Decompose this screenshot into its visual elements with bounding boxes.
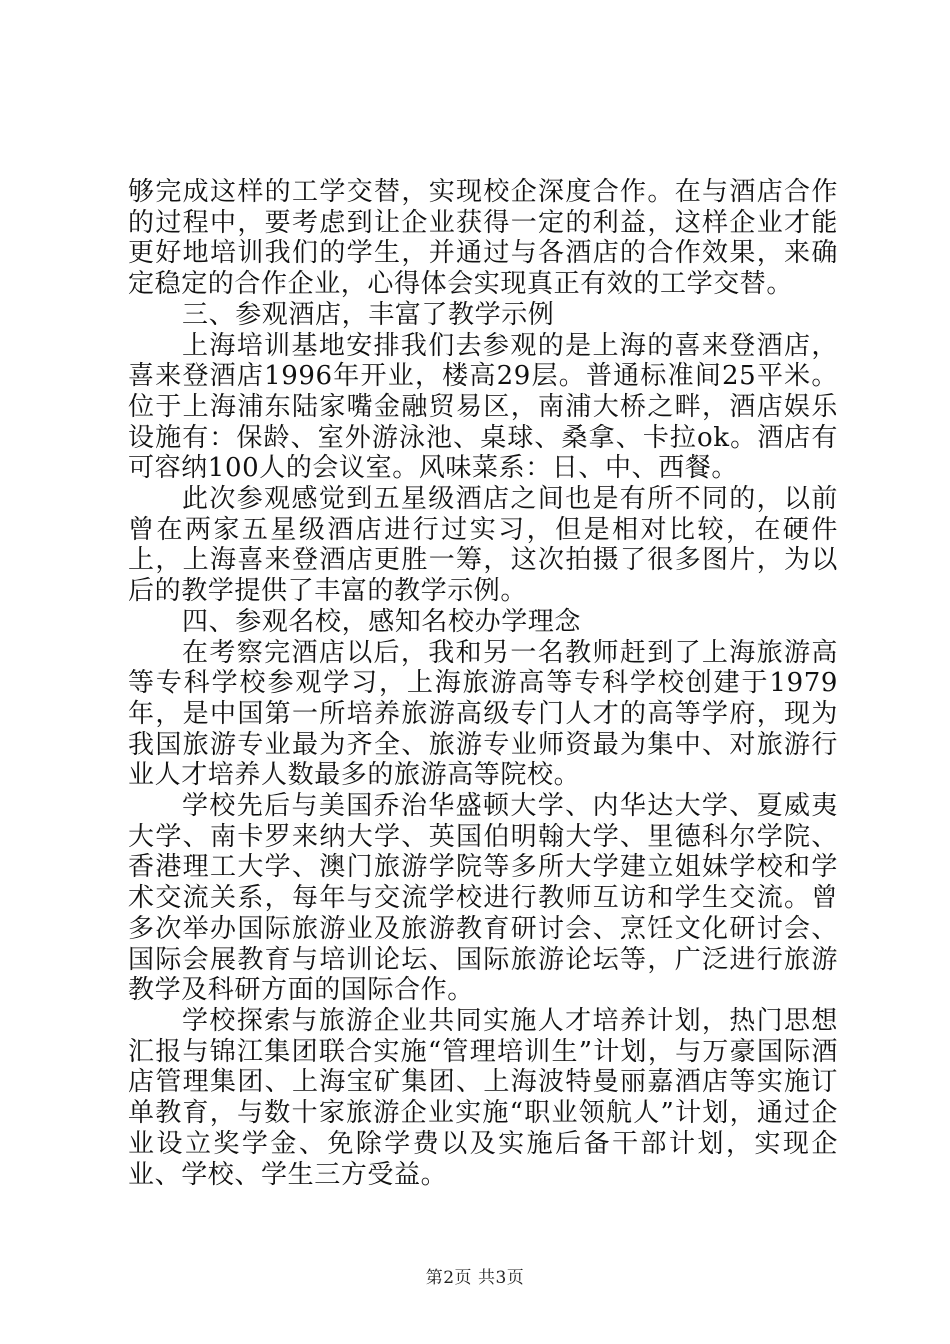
paragraph-talent-plan: 学校探索与旅游企业共同实施人才培养计划，热门思想汇报与锦江集团联合实施“管理培训生”计划，与万豪国际酒店管理集团、上海宝矿集团、上海波特曼丽嘉酒店等实施订单教育，与数十家旅游企业实施“职业领航人”计划，通过企业设立奖学金、免除学费以及实施后备干部计划，实现企业、学校、学生三方受益。 [128, 1005, 838, 1190]
page-footer: 第2页 共3页 [425, 1268, 525, 1288]
paragraph-continuation: 够完成这样的工学交替，实现校企深度合作。在与酒店合作的过程中，要考虑到让企业获得一定的利益，这样企业才能更好地培训我们的学生，并通过与各酒店的合作效果，来确定稳定的合作企业，心得体会实现真正有效的工学交替。 [128, 177, 838, 300]
paragraph-sister-schools: 学校先后与美国乔治华盛顿大学、内华达大学、夏威夷大学、南卡罗来纳大学、英国伯明翰大学、里德科尔学院、香港理工大学、澳门旅游学院等多所大学建立姐妹学校和学术交流关系，每年与交流学校进行教师互访和学生交流。曾多次举办国际旅游业及旅游教育研讨会、烹饪文化研讨会、国际会展教育与培训论坛、国际旅游论坛等，广泛进行旅游教学及科研方面的国际合作。 [128, 791, 838, 1006]
paragraph-hotel-visit: 上海培训基地安排我们去参观的是上海的喜来登酒店，喜来登酒店1996年开业，楼高29层。普通标准间25平米。位于上海浦东陆家嘴金融贸易区，南浦大桥之畔，酒店娱乐设施有：保龄、室外游泳池、桌球、桑拿、卡拉ok。酒店有可容纳100人的会议室。风味菜系：日、中、西餐。 [128, 330, 838, 484]
section-heading-3: 三、参观酒店，丰富了教学示例 [182, 299, 555, 330]
section-heading-4: 四、参观名校，感知名校办学理念 [182, 606, 582, 637]
document-body [128, 177, 838, 1190]
paragraph-school-visit: 在考察完酒店以后，我和另一名教师赶到了上海旅游高等专科学校参观学习，上海旅游高等专科学校创建于1979年，是中国第一所培养旅游高级专门人才的高等学府，现为我国旅游专业最为齐全、旅游专业师资最为集中、对旅游行业人才培养人数最多的旅游高等院校。 [128, 637, 838, 791]
paragraph-hotel-comparison: 此次参观感觉到五星级酒店之间也是有所不同的，以前曾在两家五星级酒店进行过实习，但是相对比较，在硬件上，上海喜来登酒店更胜一筹，这次拍摄了很多图片，为以后的教学提供了丰富的教学示例。 [128, 484, 838, 607]
